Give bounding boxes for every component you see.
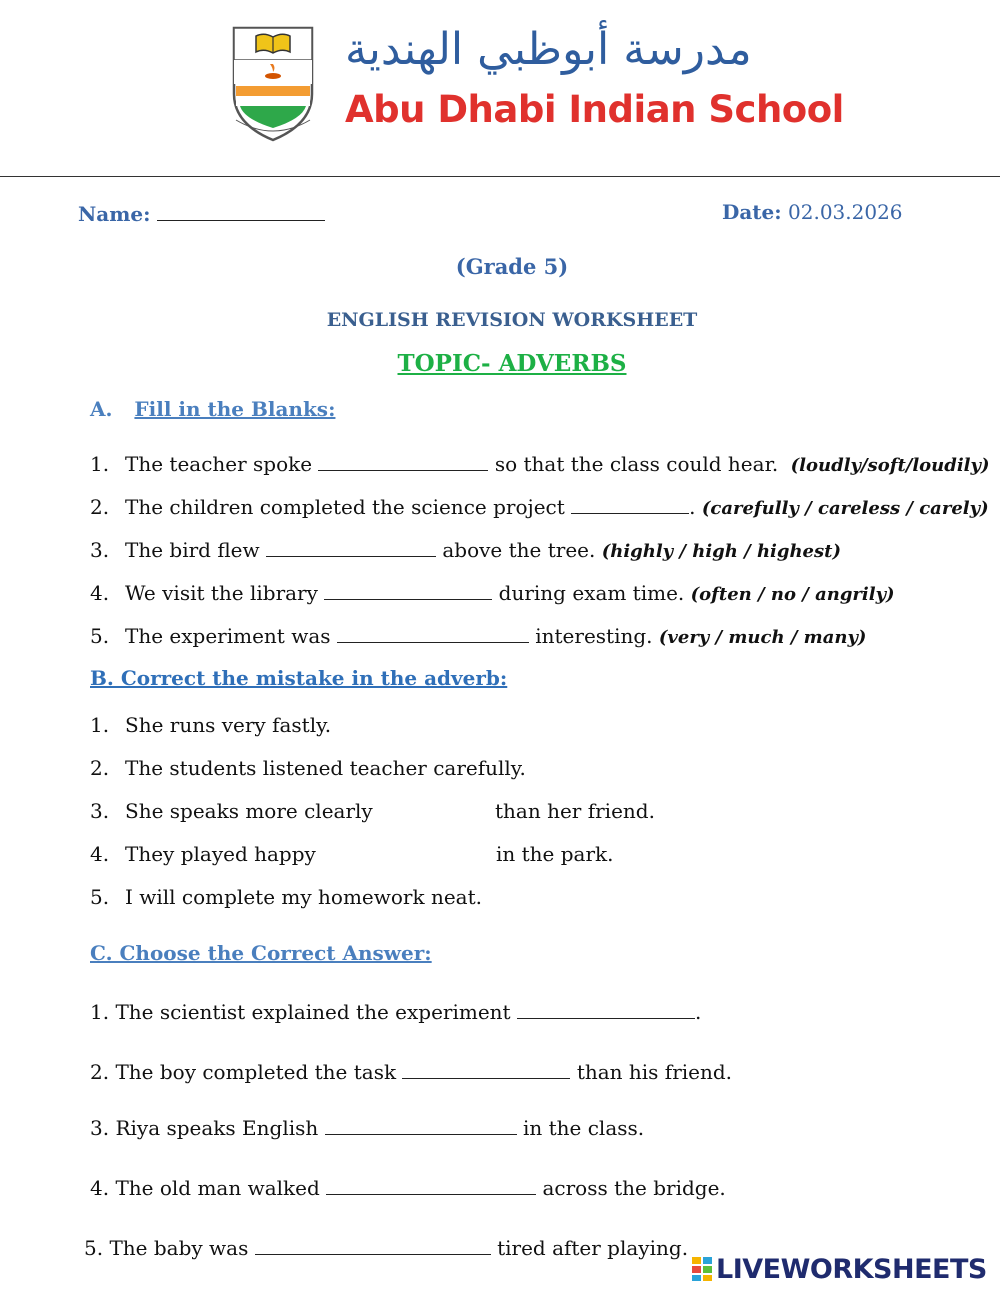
- answer-blank[interactable]: [571, 493, 689, 514]
- date-label: Date:: [722, 200, 782, 224]
- answer-blank[interactable]: [255, 1234, 491, 1255]
- options-hint: (loudly/soft/loudily): [790, 455, 990, 476]
- item-text: .: [694, 1000, 702, 1024]
- answer-blank[interactable]: [318, 450, 488, 471]
- options-hint: (often / no / angrily): [690, 584, 895, 605]
- answer-blank[interactable]: [337, 622, 529, 643]
- date-value: 02.03.2026: [788, 200, 903, 224]
- answer-blank[interactable]: [324, 579, 492, 600]
- section-a-heading: [90, 397, 335, 421]
- section-b-item-tail: than her friend.: [495, 799, 655, 823]
- section-b-heading: [90, 666, 507, 690]
- item-text: We visit the library: [125, 581, 318, 605]
- section-c-item: [90, 1058, 732, 1084]
- item-text: in the class.: [522, 1116, 645, 1140]
- section-c-item: [90, 998, 701, 1024]
- liveworksheets-text: LIVEWORKSHEETS: [716, 1253, 987, 1285]
- section-a-item: [90, 450, 990, 476]
- item-text: I will complete my homework neat.: [125, 885, 482, 909]
- section-c-heading: [90, 941, 432, 965]
- date-field: [722, 200, 903, 224]
- item-number: 1.: [90, 713, 110, 737]
- name-field: [78, 200, 325, 226]
- item-text: 2. The boy completed the task: [90, 1060, 397, 1084]
- section-b-item: [90, 713, 331, 737]
- options-hint: (highly / high / highest): [601, 541, 841, 562]
- header-divider: [0, 176, 1000, 177]
- item-number: 5.: [90, 885, 110, 909]
- section-a-item: [90, 579, 895, 605]
- options-hint: (carefully / careless / carely): [701, 498, 989, 519]
- grade-heading: (Grade 5): [455, 254, 569, 279]
- item-text: interesting.: [535, 624, 653, 648]
- topic-heading: TOPIC- ADVERBS: [397, 350, 627, 377]
- item-text: She runs very fastly.: [125, 713, 332, 737]
- name-blank[interactable]: [157, 200, 325, 221]
- item-text: above the tree.: [442, 538, 596, 562]
- item-text: They played happy: [125, 842, 316, 866]
- section-b-title: B. Correct the mistake in the adverb:: [90, 666, 508, 690]
- item-number: 4.: [90, 842, 110, 866]
- item-text: The children completed the science project: [125, 495, 565, 519]
- section-b-item: [90, 756, 526, 780]
- section-a-item: [90, 493, 989, 519]
- item-text: so that the class could hear.: [494, 452, 779, 476]
- item-text: The experiment was: [125, 624, 331, 648]
- section-b-item-tail: in the park.: [496, 842, 614, 866]
- section-c-title: C. Choose the Correct Answer:: [90, 941, 432, 965]
- item-text: 1. The scientist explained the experiment: [90, 1000, 511, 1024]
- item-text: tired after playing.: [497, 1236, 689, 1260]
- item-number: 1.: [90, 452, 110, 476]
- answer-blank[interactable]: [402, 1058, 570, 1079]
- item-text: 5. The baby was: [84, 1236, 249, 1260]
- item-text: 4. The old man walked: [90, 1176, 320, 1200]
- item-number: 4.: [90, 581, 110, 605]
- section-a-item: [90, 536, 841, 562]
- item-text: She speaks more clearly: [125, 799, 373, 823]
- item-text: The students listened teacher carefully.: [125, 756, 526, 780]
- answer-blank[interactable]: [325, 1114, 517, 1135]
- section-b-item: [90, 799, 373, 823]
- item-number: 2.: [90, 756, 110, 780]
- item-number: 5.: [90, 624, 110, 648]
- item-text: The teacher spoke: [125, 452, 313, 476]
- section-b-item: [90, 885, 482, 909]
- answer-blank[interactable]: [266, 536, 436, 557]
- item-text: 3. Riya speaks English: [90, 1116, 319, 1140]
- section-c-item: [90, 1174, 726, 1200]
- name-label: Name:: [78, 202, 151, 226]
- section-a-label: A.: [90, 397, 113, 421]
- school-name-english: Abu Dhabi Indian School: [345, 88, 844, 131]
- liveworksheets-icon: [691, 1256, 713, 1282]
- answer-blank[interactable]: [326, 1174, 536, 1195]
- item-text: than his friend.: [576, 1060, 733, 1084]
- section-a-item: [90, 622, 866, 648]
- item-text: .: [689, 495, 696, 519]
- item-text: across the bridge.: [542, 1176, 726, 1200]
- item-text: during exam time.: [498, 581, 685, 605]
- item-number: 3.: [90, 538, 110, 562]
- section-b-item: [90, 842, 316, 866]
- section-c-item: [90, 1114, 644, 1140]
- item-number: 3.: [90, 799, 110, 823]
- school-crest-logo: [230, 24, 316, 144]
- worksheet-title: ENGLISH REVISION WORKSHEET: [326, 309, 698, 331]
- answer-blank[interactable]: [517, 998, 695, 1019]
- section-c-item: [84, 1234, 688, 1260]
- school-name-arabic: مدرسة أبوظبي الهندية: [345, 24, 752, 75]
- liveworksheets-logo[interactable]: [691, 1254, 987, 1284]
- item-number: 2.: [90, 495, 110, 519]
- options-hint: (very / much / many): [658, 627, 867, 648]
- section-a-title: Fill in the Blanks:: [134, 397, 336, 421]
- item-text: The bird flew: [125, 538, 260, 562]
